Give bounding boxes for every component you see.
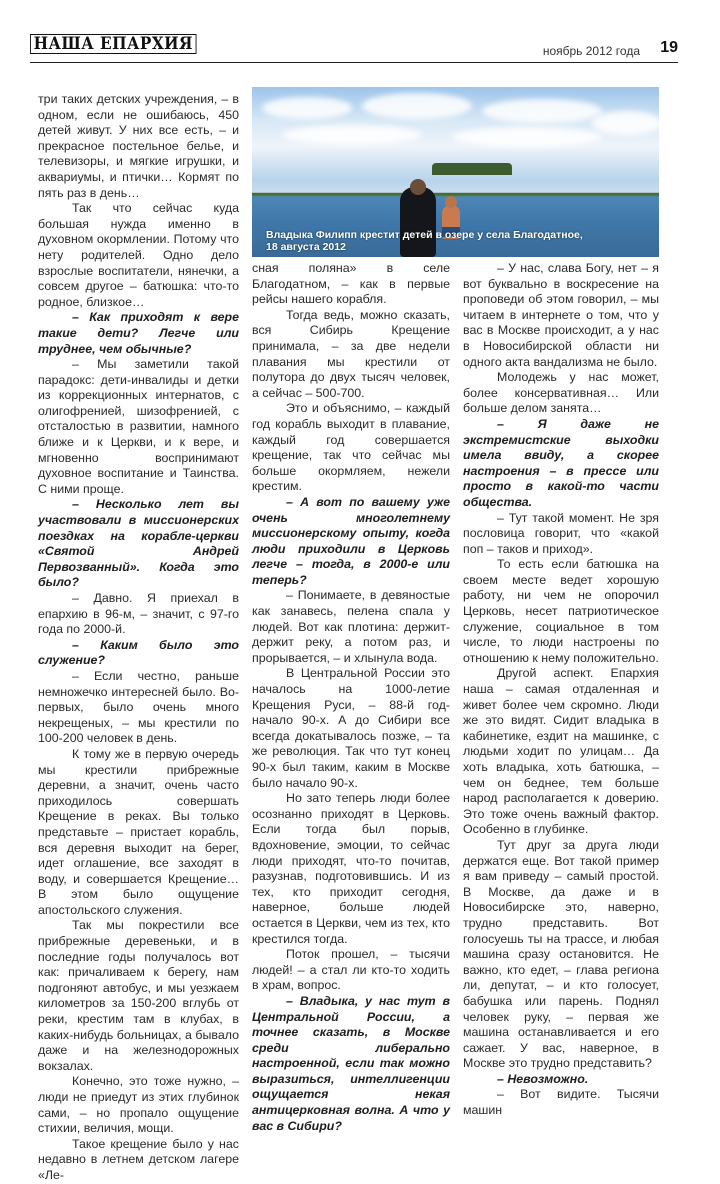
article-paragraph: Поток прошел, – тысячи людей! – а стал ли кто-то ходить в храм, вопрос. xyxy=(252,947,450,993)
article-paragraph: Такое крещение было у нас недавно в летнем детском лагере «Ле- xyxy=(38,1136,239,1182)
masthead-logo: НАША ЕПАРХИЯ xyxy=(30,34,197,54)
article-paragraph: Но зато теперь люди более осознанно приходят в Церковь. Если тогда был порыв, вдохновение, эмоции, то сейчас люди приходят, что-то почитав, разузнав, подготовившись. И из тех, кто приходит сегодня, наверное, больше людей остается в Церкви, чем из тех, кто крестился тогда. xyxy=(252,791,450,946)
interview-question: – Как приходят к вере такие дети? Легче или труднее, чем обычные? xyxy=(38,310,239,356)
caption-line-2: 18 августа 2012 xyxy=(266,241,346,253)
page-number: 19 xyxy=(660,39,678,56)
article-paragraph: – Вот видите. Тысячи машин xyxy=(463,1087,659,1118)
caption-line-1: Владыка Филипп крестит детей в озере у села Благодатное, xyxy=(266,229,583,241)
article-paragraph: – У нас, слава Богу, нет – я вот буквально в воскресение на проповеди об этом говорил, – мы читаем в интернете о том, что у вас в Москве происходит, а у нас в Новосибирской области ни одного акта вандализма не было. xyxy=(463,261,659,369)
interview-question: – Я даже не экстремистские выходки имела ввиду, а скорее настроения – в прессе или просто в какой-то части общества. xyxy=(463,416,659,509)
article-column-1 xyxy=(38,92,239,1184)
issue-date: ноябрь 2012 года xyxy=(542,44,640,58)
interview-question: – А вот по вашему уже очень многолетнему миссионерскому опыту, когда люди приходили в Церковь легче – тогда, в 2000-е или теперь? xyxy=(252,494,450,587)
article-paragraph: Молодежь у нас может, более консервативная… Или больше делом занята… xyxy=(463,370,659,416)
article-paragraph: Другой аспект. Епархия наша – самая отдаленная и живет более чем скромно. Люди же это видят. Сидит владыка в кабинетике, ездит на машинке, с людьми ходит по улицам… Да хоть владыка, хоть батюшка, – чем он беднее, тем больше народ располагается к доверию. Это тоже очень важный фактор. Особенно в глубинке. xyxy=(463,666,659,837)
article-paragraph: В Центральной России это началось на 1000-летие Крещения Руси, – 88-й год-начало 90-х. А до Сибири все всегда докатывалось позже, – та же революция. Так что тут конец 90-х был таким, каким в Москве было начало 90-х. xyxy=(252,666,450,790)
cloud-shape xyxy=(262,97,352,119)
photo-caption xyxy=(266,229,646,253)
article-column-3 xyxy=(463,261,659,1119)
article-paragraph: три таких детских учреждения, – в одном, если не ошибаюсь, 450 детей живут. У них все есть, – и прекрасное постельное белье, и телевизоры, и мягкие игрушки, и аквариумы, и птички… Кормят по пять раз в день… xyxy=(38,92,239,200)
article-paragraph: сная поляна» в селе Благодатном, – как в первые рейсы нашего корабля. xyxy=(252,261,450,307)
article-paragraph: Тогда ведь, можно сказать, вся Сибирь Крещение принимала, – за две недели плавания мы крестили от полутора до двух тысяч человек, а сейчас – 500-700. xyxy=(252,307,450,400)
interview-question: – Несколько лет вы участвовали в миссионерских поездках на корабле-церкви «Святой Андрей Первозванный». Когда это было? xyxy=(38,497,239,590)
cloud-shape xyxy=(282,125,422,145)
article-paragraph: – Тут такой момент. Не зря пословица говорит, что «какой поп – таков и приход». xyxy=(463,510,659,556)
article-paragraph: – Давно. Я приехал в епархию в 96-м, – значит, с 97-го года по 2000-й. xyxy=(38,591,239,637)
article-paragraph: Так что сейчас куда большая нужда именно в духовном окормлении. Потому что нету родителей. Одно дело взрослые воспитатели, нянечки, а совсем другое – батюшка: что-то родное, близкое… xyxy=(38,201,239,309)
interview-question: – Невозможно. xyxy=(497,1071,589,1086)
article-paragraph: Конечно, это тоже нужно, – люди не приедут из этих глубинок сами, – но пропало ощущение стихии, величия, мощи. xyxy=(38,1074,239,1136)
article-paragraph: – Понимаете, в девяностые как занавесь, пелена спала у людей. Вот как плотина: держит-держит реку, а потом раз, и прорывается, – и хлынула вода. xyxy=(252,588,450,665)
tree-line xyxy=(432,163,512,175)
cloud-shape xyxy=(452,127,602,147)
article-column-2 xyxy=(252,261,450,1134)
lake-baptism-photo xyxy=(252,87,659,257)
article-paragraph: Так мы покрестили все прибрежные деревеньки, и в последние годы получалось вот как: причаливаем к берегу, нам подгоняют автобус, и мы уезжаем километров за 150-200 вглубь от реки, крестим там в клубах, в каких-нибудь больницах, а бывало даже и на железнодорожных вокзалах. xyxy=(38,918,239,1073)
cloud-shape xyxy=(362,93,472,119)
cloud-shape xyxy=(592,111,659,135)
child-head xyxy=(445,196,457,208)
interview-question: – Владыка, у нас тут в Центральной России, а точнее сказать, в Москве среди либерально настроенной, если так можно выразиться, интеллигенции ощущается некая антицерковная волна. А что у вас в Сибири? xyxy=(252,993,450,1133)
cloud-shape xyxy=(482,99,602,123)
article-paragraph: Тут друг за друга люди держатся еще. Вот такой пример я вам приведу – самый простой. В Москве, да даже и в Новосибирске это, наверно, трудно представить. Вот голосуешь ты на трассе, и любая машина сразу остановится. Не важно, кто едет, – глава региона ли, депутат, – и кто голосует, бабушка или парень. Поднял человек руку, – первая же машина останавливается и его сажает. У вас, наверное, в Москве это трудно представить? xyxy=(463,837,659,1071)
article-paragraph: – Если честно, раньше немножечко интересней было. Во-первых, было очень много некрещеных, – мы крестили по 100-200 человек в день. xyxy=(38,668,239,746)
bishop-head xyxy=(410,179,426,195)
article-paragraph: – Мы заметили такой парадокс: дети-инвалиды и детки из коррекционных интернатов, с олигофренией, шизофренией, с отсталостью в развитии, намного ближе и к Церкви, и к вере, и мгновенно воспринимают духовное воспитание и Таинства. С ними проще. xyxy=(38,357,239,496)
interview-question: – Каким было это служение? xyxy=(38,637,239,668)
article-paragraph: То есть если батюшка на своем месте ведет хорошую работу, ни чем не опорочил Церковь, несет патриотическое служение, социальное в том числе, то люди настроены по отношению к нему положительно. xyxy=(463,557,659,665)
article-paragraph: К тому же в первую очередь мы крестили прибрежные деревни, а значит, очень часто приходилось совершать Крещение в реках. Вы только представьте – пристает корабль, вся деревня выходит на берег, идет оглашение, все заходят в воду, и совершается Крещение… В этом было ощущение апостольского служения. xyxy=(38,746,239,917)
article-paragraph: Это и объяснимо, – каждый год корабль выходит в плавание, каждый год совершается крещение, так что сейчас мы больше окормляем, нежели крестим. xyxy=(252,401,450,494)
page-header xyxy=(30,30,678,63)
